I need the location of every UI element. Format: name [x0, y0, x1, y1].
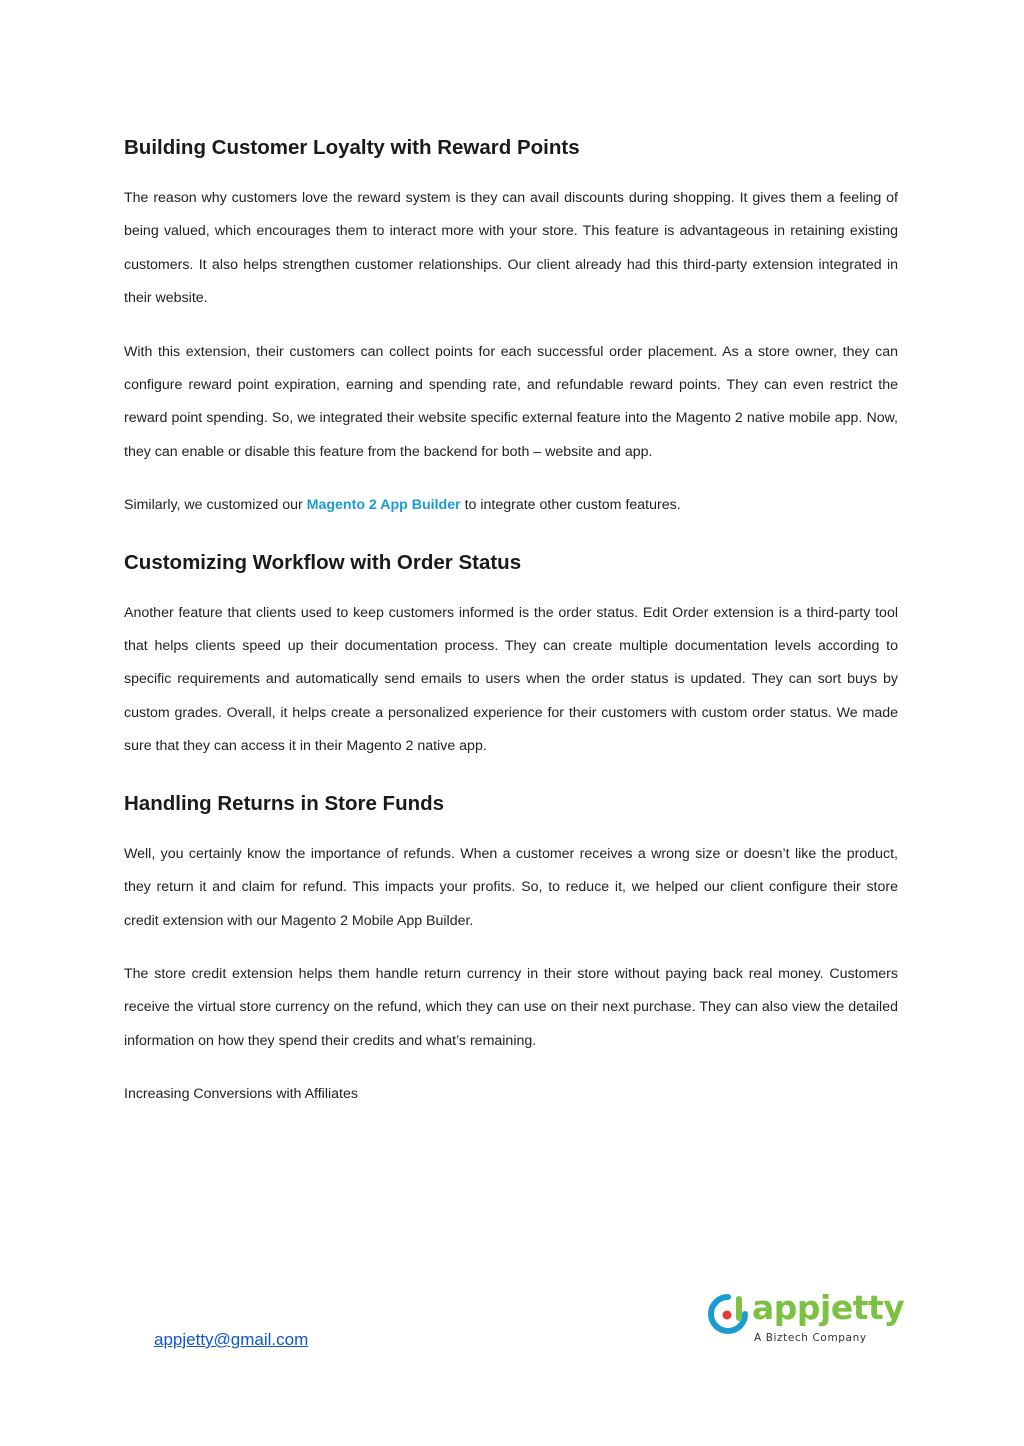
document-body — [124, 128, 898, 1112]
appjetty-logo-icon — [708, 1294, 748, 1334]
paragraph: Well, you certainly know the importance of refunds. When a customer receives a wrong size or doesn’t like the product, they return it and claim for refund. This impacts your profits. So, to reduce it, we helped our client configure their store credit extension with our Magento 2 Mobile App Builder. — [124, 845, 898, 929]
section-heading-reward-points: Building Customer Loyalty with Reward Points — [124, 136, 580, 159]
paragraph: Another feature that clients used to keep customers informed is the order status. Edit Order extension is a third-party tool that helps clients speed up their documentation process. They can create multiple documentation levels according to specific requirements and automatically send emails to users when the order status is updated. They can sort buys by custom grades. Overall, it helps create a personalized experience for their customers with custom order status. We made sure that they can access it in their Magento 2 native app. — [124, 604, 898, 755]
footer-email-link[interactable]: appjetty@gmail.com — [154, 1330, 309, 1349]
paragraph-text-before: Similarly, we customized our — [124, 497, 307, 514]
paragraph: The reason why customers love the reward system is they can avail discounts during shopping. It gives them a feeling of being valued, which encourages them to interact more with your store. This feature is advantageous in retaining existing customers. It also helps strengthen customer relationships. Our client already had this third-party extension integrated in their website. — [124, 190, 898, 307]
paragraph: With this extension, their customers can collect points for each successful order placement. As a store owner, they can configure reward point expiration, earning and spending rate, and refundable reward points. They can even restrict the reward point spending. So, we integrated their website specific external feature into the Magento 2 native mobile app. Now, they can enable or disable this feature from the backend for both – website and app. — [124, 343, 898, 460]
trailing-line: Increasing Conversions with Affiliates — [124, 1086, 358, 1103]
logo-tagline: A Biztech Company — [754, 1332, 867, 1344]
appjetty-logo — [708, 1288, 905, 1350]
paragraph-with-link — [124, 489, 898, 522]
paragraph: The store credit extension helps them handle return currency in their store without paying back real money. Customers receive the virtual store currency on the refund, which they can use on their next purchase. They can also view the detailed information on how they spend their credits and what’s remaining. — [124, 965, 898, 1049]
logo-wordmark: appjetty — [752, 1288, 905, 1327]
paragraph-text-after: to integrate other custom features. — [460, 497, 681, 514]
section-heading-order-status: Customizing Workflow with Order Status — [124, 550, 522, 574]
magento-app-builder-link[interactable]: Magento 2 App Builder — [306, 497, 461, 514]
section-heading-store-funds: Handling Returns in Store Funds — [124, 791, 445, 815]
